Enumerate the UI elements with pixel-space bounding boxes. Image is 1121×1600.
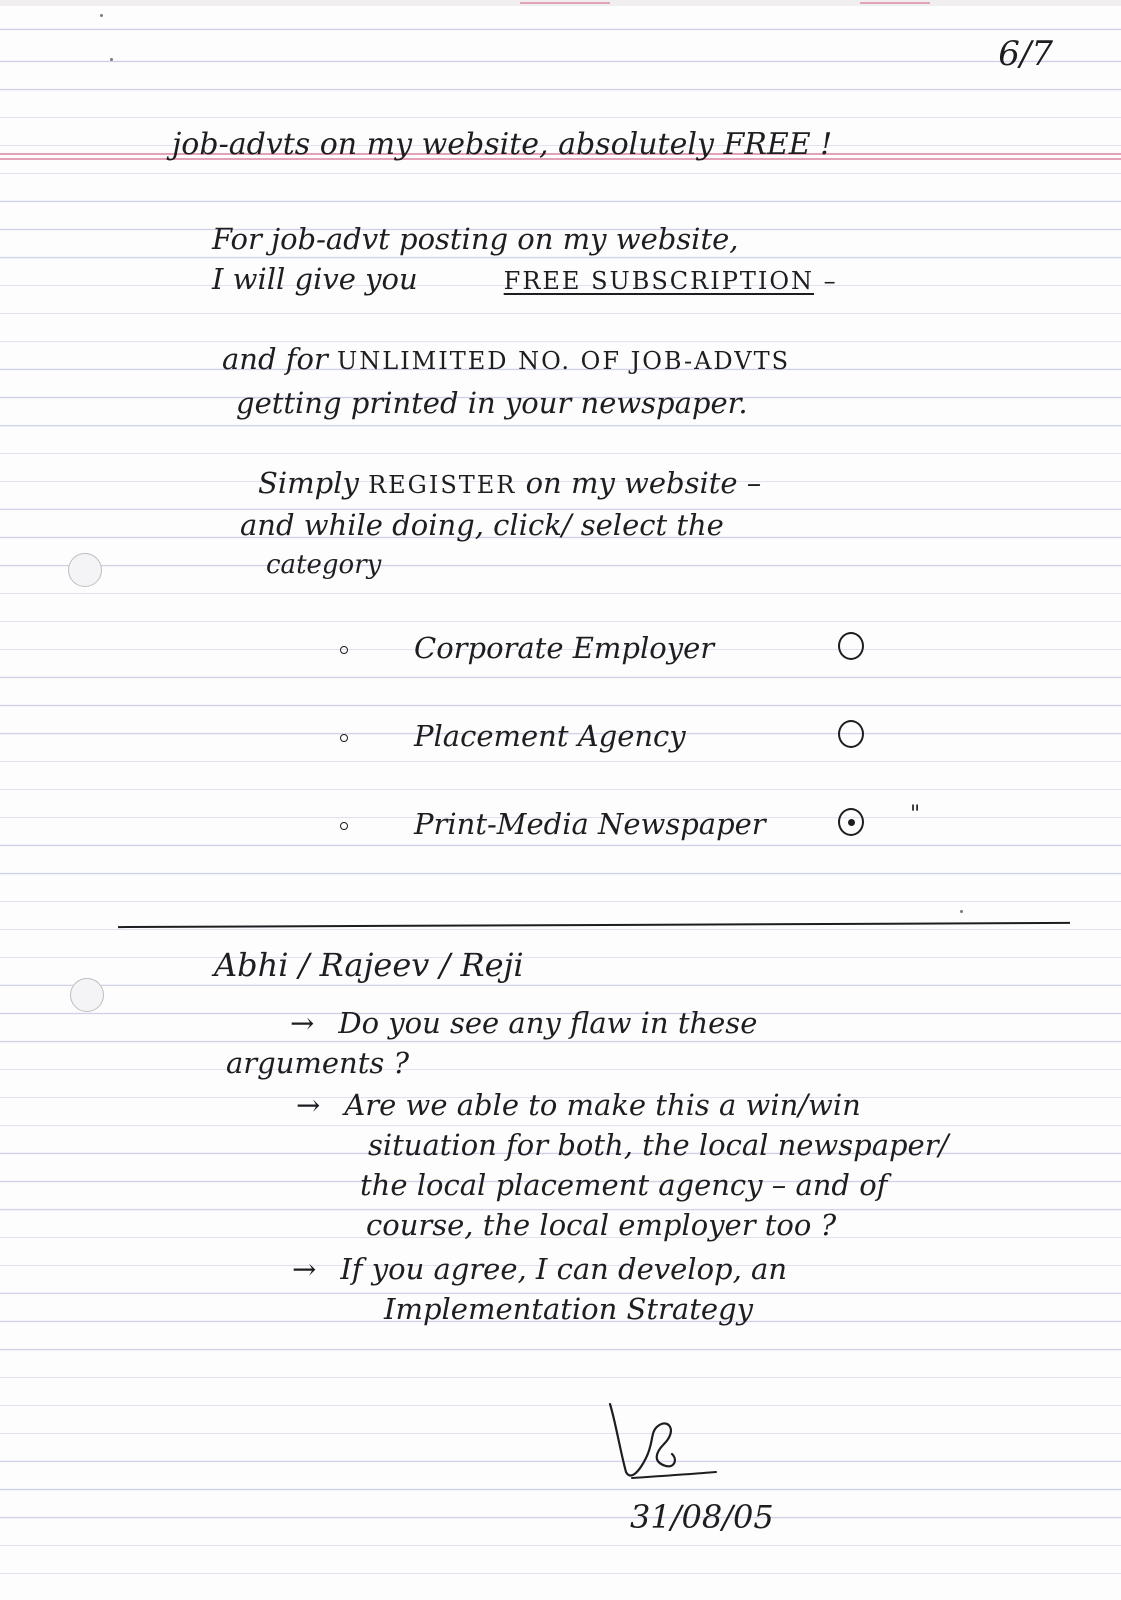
signature <box>602 1400 722 1484</box>
section-divider <box>118 922 1070 928</box>
page-number: 6/7 <box>998 34 1053 74</box>
offer-line-2 <box>212 262 838 298</box>
register-line-1-tail: on my website – <box>516 466 762 500</box>
question-2-line-1 <box>296 1088 861 1122</box>
question-3-text: If you agree, I can develop, an <box>340 1252 788 1286</box>
question-1-line-2: arguments ? <box>226 1046 410 1080</box>
category-label: Print-Media Newspaper <box>414 807 766 841</box>
question-2-line-2: situation for both, the local newspaper/ <box>368 1128 949 1162</box>
category-label: Corporate Employer <box>414 631 715 665</box>
category-label: Placement Agency <box>414 719 686 753</box>
radio-button[interactable] <box>838 632 864 660</box>
binder-hole <box>68 553 102 587</box>
signature-date: 31/08/05 <box>630 1498 774 1536</box>
category-option-print-media-newspaper[interactable] <box>340 802 921 846</box>
addressees: Abhi / Rajeev / Reji <box>214 946 524 984</box>
bullet-dot <box>340 822 348 830</box>
question-2-line-3: the local placement agency – and of <box>360 1168 888 1202</box>
intro-line: job-advts on my website, absolutely FREE ! <box>172 127 833 162</box>
top-pink-mark <box>520 2 610 4</box>
offer-line-2-text: I will give you <box>212 262 418 296</box>
radio-button-selected[interactable] <box>838 808 864 836</box>
offer-line-1: For job-advt posting on my website, <box>212 222 739 256</box>
radio-button[interactable] <box>838 720 864 748</box>
question-3-line-1 <box>292 1252 787 1286</box>
top-pink-mark <box>860 2 930 4</box>
arrow-icon: → <box>296 1088 321 1122</box>
category-option-placement-agency[interactable] <box>340 718 900 758</box>
question-1-text: Do you see any flaw in these <box>338 1006 758 1040</box>
paper-speck <box>960 910 963 913</box>
offer-line-2-dash: – <box>814 267 838 295</box>
paper-speck <box>100 14 103 17</box>
arrow-icon: → <box>290 1006 315 1040</box>
bullet-dot <box>340 734 348 742</box>
arrow-icon: → <box>292 1252 317 1286</box>
register-line-2: and while doing, click/ select the <box>240 508 724 542</box>
ditto-mark: " <box>910 802 921 827</box>
register-line-1 <box>258 466 761 502</box>
question-1-line-1 <box>290 1006 757 1040</box>
register-line-3: category <box>266 550 382 580</box>
question-2-line-4: course, the local employer too ? <box>366 1208 837 1242</box>
category-option-corporate-employer[interactable] <box>340 630 900 670</box>
register-caps-text: REGISTER <box>368 471 517 499</box>
unlimited-line-2: getting printed in your newspaper. <box>236 386 748 420</box>
question-2-text: Are we able to make this a win/win <box>344 1088 861 1122</box>
paper-speck <box>110 58 113 61</box>
free-subscription-text: FREE SUBSCRIPTION <box>503 267 815 295</box>
binder-hole <box>70 978 104 1012</box>
unlimited-line-1 <box>222 342 790 378</box>
bullet-dot <box>340 646 348 654</box>
unlimited-line-1-text: and for <box>222 342 338 376</box>
question-3-line-2: Implementation Strategy <box>384 1292 753 1326</box>
register-line-1-text: Simply <box>258 466 369 500</box>
unlimited-caps-text: UNLIMITED NO. OF JOB-ADVTS <box>337 347 791 375</box>
